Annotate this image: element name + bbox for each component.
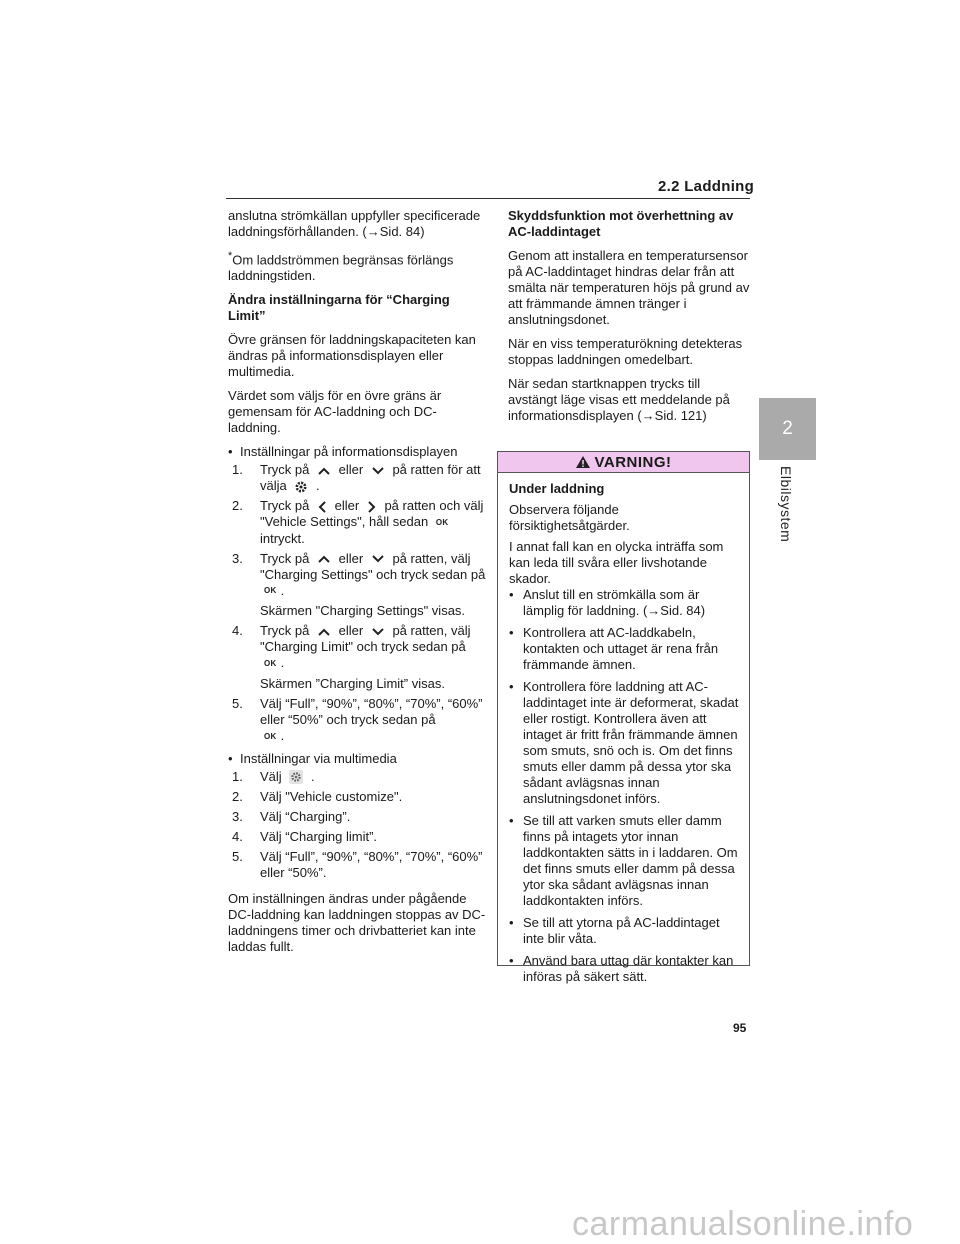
warning-item: • Kontrollera före laddning att AC-laddintaget inte är deformerat, skadat eller rostigt. Kontrollera även att intaget är fritt från främmande ämnen som smuts, snö och is. Om det finns smuts eller damm på dessa ytor ska sådant avlägsnas innan anslutningsdonet införs. xyxy=(509,679,739,807)
step-display-1: 1. Tryck på eller på ratten för att välja . xyxy=(232,462,481,494)
overheat-heading: Skyddsfunktion mot överhettning av AC-laddintaget xyxy=(508,208,734,239)
step-display-4-note: Skärmen ”Charging Limit” visas. xyxy=(260,676,445,692)
step-display-5: 5. Välj “Full”, “90%”, “80%”, “70%”, “60%” eller “50%” och tryck sedan på OK . xyxy=(232,696,483,744)
footnote-mark: * xyxy=(228,250,233,262)
chapter-label: Elbilsystem xyxy=(778,466,794,543)
step-multi-5: 5. Välj “Full”, “90%”, “80%”, “70%”, “60%” eller “50%”. xyxy=(232,848,483,880)
step-multi-3: 3. Välj “Charging”. xyxy=(232,808,351,824)
chevron-up-icon xyxy=(317,466,331,476)
overheat-p1: Genom att installera en temperatursensor på AC-laddintaget hindras delar från att smälta när temperaturen höjs på grund av att främmande ämnen tränger i anslutningsdonet. xyxy=(508,248,750,327)
chevron-up-icon xyxy=(317,627,331,637)
page-number: 95 xyxy=(733,1021,747,1035)
step-display-4: 4. Tryck på eller på ratten, välj "Charging Limit" och tryck sedan på OK . xyxy=(232,623,471,671)
chevron-down-icon xyxy=(371,627,385,637)
warning-header xyxy=(498,452,749,473)
chevron-up-icon xyxy=(317,554,331,564)
ok-icon: OK xyxy=(435,517,449,527)
step-multi-4: 4. Välj “Charging limit”. xyxy=(232,828,378,844)
warning-box xyxy=(497,451,750,984)
charging-limit-heading: Ändra inställningarna för “Charging Limit” xyxy=(228,292,450,324)
step-display-2: 2. Tryck på eller på ratten och välj "Vehicle Settings", håll sedan OK intryckt. xyxy=(232,498,484,546)
warning-title: VARNING! xyxy=(594,453,672,471)
step-display-3: 3. Tryck på eller på ratten, välj "Charging Settings" och tryck sedan på OK . xyxy=(232,550,486,598)
paragraph-common-value: Värdet som väljs för en övre gräns är gemensam för AC-laddning och DC-laddning. xyxy=(228,388,442,436)
chevron-down-icon xyxy=(371,554,385,564)
closing-paragraph: Om inställningen ändras under pågående DC-laddning kan laddningen stoppas av DC-laddningens timer och drivbatteriet kan inte laddas fullt. xyxy=(228,890,486,954)
step-multi-1: 1. Välj . xyxy=(232,768,315,784)
warning-p2: I annat fall kan en olycka inträffa som kan leda till svåra eller livshotande skador. xyxy=(509,539,724,586)
warning-item: • Se till att varken smuts eller damm finns på intagets ytor innan laddkontakten sätts in i laddaren. Om det finns smuts eller damm på dessa ytor ska sådant avlägsnas innan laddkontakten införs. xyxy=(509,813,739,909)
right-column xyxy=(508,208,752,432)
warning-item: • Kontrollera att AC-laddkabeln, kontakten och uttaget är rena från främmande ämnen. xyxy=(509,625,739,673)
warning-item: • Använd bara uttag där kontakter kan införas på säkert sätt. xyxy=(509,953,739,985)
warning-item: • Se till att ytorna på AC-laddintaget inte blir våta. xyxy=(509,915,739,947)
footnote xyxy=(228,248,486,284)
section-header: 2.2 Laddning xyxy=(658,178,755,195)
intro-text: anslutna strömkällan uppfyller specificerade laddningsförhållanden. (→Sid. 84) xyxy=(228,208,481,239)
chevron-left-icon xyxy=(317,500,327,514)
ok-icon: OK xyxy=(264,659,277,669)
bullet-display-settings: • Inställningar på informationsdisplayen xyxy=(228,444,486,460)
chevron-down-icon xyxy=(371,466,385,476)
chapter-tab: 2 xyxy=(759,398,816,460)
left-column xyxy=(228,208,486,963)
warning-subheading: Under laddning xyxy=(509,481,605,496)
warning-body xyxy=(498,473,749,985)
warning-item: • Anslut till en strömkälla som är lämplig för laddning. (→Sid. 84) xyxy=(509,587,739,619)
settings-gear-icon xyxy=(289,770,303,784)
bullet-multimedia-settings: • Inställningar via multimedia xyxy=(228,751,486,767)
header-rule xyxy=(226,198,750,199)
watermark: carmanualsonline.info xyxy=(572,1205,914,1243)
warning-triangle-icon xyxy=(575,455,591,469)
gear-icon xyxy=(294,480,308,494)
chevron-right-icon xyxy=(367,500,377,514)
ok-icon: OK xyxy=(264,731,277,741)
overheat-p3: När sedan startknappen trycks till avstängt läge visas ett meddelande på informationsdisplayen (→Sid. 121) xyxy=(508,376,730,423)
paragraph-upper-limit: Övre gränsen för laddningskapaciteten kan ändras på informationsdisplayen eller multimedia. xyxy=(228,332,476,380)
warning-p1: Observera följande försiktighetsåtgärder. xyxy=(509,502,630,533)
footnote-text: Om laddströmmen begränsas förlängs laddningstiden. xyxy=(228,252,454,284)
step-multi-2: 2. Välj "Vehicle customize". xyxy=(232,788,403,804)
ok-icon: OK xyxy=(264,586,277,596)
step-display-3-note: Skärmen "Charging Settings" visas. xyxy=(260,603,466,619)
overheat-p2: När en viss temperaturökning detekteras stoppas laddningen omedelbart. xyxy=(508,336,743,367)
